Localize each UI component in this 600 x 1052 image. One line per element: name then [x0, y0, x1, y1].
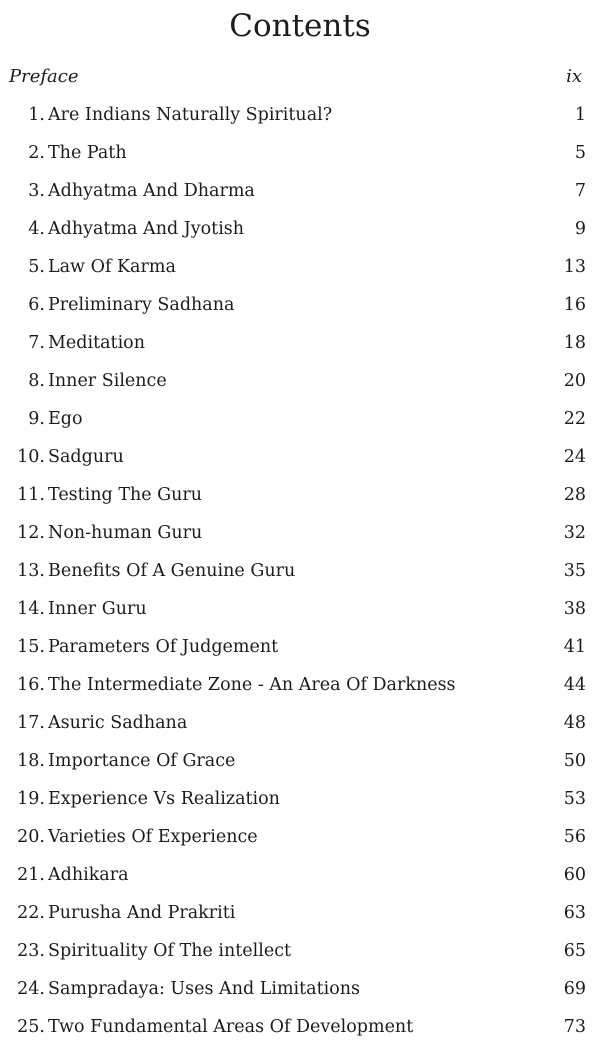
toc-entry-title: Adhyatma And Jyotish	[48, 219, 245, 239]
toc-entry-title: The Intermediate Zone - An Area Of Darkness	[48, 675, 456, 695]
toc-entry-page: 60	[563, 865, 586, 885]
toc-entry-number: 20.	[17, 827, 45, 847]
toc-entry-number: 12.	[17, 523, 45, 543]
toc-row[interactable]	[0, 368, 600, 406]
toc-entry-title: Benefits Of A Genuine Guru	[48, 561, 296, 581]
toc-entry-number: 19.	[17, 789, 45, 809]
toc-entry-number: 15.	[17, 637, 45, 657]
toc-entry-page: 16	[563, 295, 586, 315]
toc-row[interactable]	[0, 520, 600, 558]
toc-row[interactable]	[0, 406, 600, 444]
toc-entry-page: 48	[563, 713, 586, 733]
toc-entry-page: 50	[563, 751, 586, 771]
toc-row[interactable]	[0, 558, 600, 596]
toc-entry-page: 41	[563, 637, 586, 657]
toc-entry-page: 20	[563, 371, 586, 391]
toc-row[interactable]	[0, 672, 600, 710]
toc-entry-page: 32	[563, 523, 586, 543]
toc-entry-title: Parameters Of Judgement	[48, 637, 279, 657]
toc-entry-page: 13	[563, 257, 586, 277]
toc-row[interactable]	[0, 102, 600, 140]
toc-entry-page: 1	[574, 105, 586, 125]
toc-entry-title: Adhyatma And Dharma	[48, 181, 255, 201]
toc-row[interactable]	[0, 140, 600, 178]
toc-entry-number: 22.	[17, 903, 45, 923]
toc-entry-page: 9	[574, 219, 586, 239]
toc-entry-title: Are Indians Naturally Spiritual?	[48, 105, 333, 125]
toc-entry-page: 44	[563, 675, 586, 695]
toc-preface-page: ix	[566, 66, 582, 87]
toc-entry-page: 69	[563, 979, 586, 999]
toc-entry-page: 73	[563, 1017, 586, 1037]
toc-entry-number: 6.	[28, 295, 45, 315]
toc-entry-number: 16.	[17, 675, 45, 695]
toc-entry-number: 2.	[28, 143, 45, 163]
toc-entry-number: 10.	[17, 447, 45, 467]
toc-entry-number: 1.	[28, 105, 45, 125]
toc-entry-page: 22	[563, 409, 586, 429]
toc-row-preface[interactable]	[9, 64, 582, 90]
toc-row[interactable]	[0, 1014, 600, 1052]
toc-row[interactable]	[0, 900, 600, 938]
toc-row[interactable]	[0, 254, 600, 292]
toc-row[interactable]	[0, 976, 600, 1014]
toc-entry-title: Asuric Sadhana	[48, 713, 188, 733]
toc-entry-number: 4.	[28, 219, 45, 239]
toc-entry-number: 11.	[17, 485, 45, 505]
toc-entry-title: Non-human Guru	[48, 523, 203, 543]
toc-entry-page: 24	[563, 447, 586, 467]
toc-entry-number: 24.	[17, 979, 45, 999]
toc-entry-title: Spirituality Of The intellect	[48, 941, 292, 961]
toc-entry-number: 14.	[17, 599, 45, 619]
toc-entry-page: 7	[574, 181, 586, 201]
toc-entry-number: 8.	[28, 371, 45, 391]
toc-row[interactable]	[0, 178, 600, 216]
toc-row[interactable]	[0, 216, 600, 254]
toc-entry-title: Testing The Guru	[48, 485, 203, 505]
toc-preface-label: Preface	[9, 66, 79, 87]
toc-row[interactable]	[0, 292, 600, 330]
toc-entry-title: Meditation	[48, 333, 145, 353]
toc-entry-page: 65	[563, 941, 586, 961]
toc-entry-title: Adhikara	[48, 865, 129, 885]
toc-entry-page: 53	[563, 789, 586, 809]
toc-row[interactable]	[0, 710, 600, 748]
toc-entry-page: 5	[574, 143, 586, 163]
toc-row[interactable]	[0, 444, 600, 482]
toc-entry-number: 7.	[28, 333, 45, 353]
toc-entry-page: 63	[563, 903, 586, 923]
toc-entry-page: 38	[563, 599, 586, 619]
toc-entry-title: Ego	[48, 409, 83, 429]
toc-entry-page: 18	[563, 333, 586, 353]
toc-row[interactable]	[0, 330, 600, 368]
toc-entry-number: 18.	[17, 751, 45, 771]
page-title: Contents	[229, 8, 371, 44]
toc-entry-page: 28	[563, 485, 586, 505]
toc-entry-title: Law Of Karma	[48, 257, 176, 277]
toc-entry-number: 13.	[17, 561, 45, 581]
toc-list	[0, 102, 600, 1052]
toc-row[interactable]	[0, 596, 600, 634]
toc-entry-title: Inner Guru	[48, 599, 147, 619]
toc-entry-title: Purusha And Prakriti	[48, 903, 236, 923]
toc-row[interactable]	[0, 786, 600, 824]
toc-entry-number: 3.	[28, 181, 45, 201]
toc-entry-title: Inner Silence	[48, 371, 167, 391]
toc-entry-number: 25.	[17, 1017, 45, 1037]
toc-entry-title: Preliminary Sadhana	[48, 295, 235, 315]
toc-entry-title: Two Fundamental Areas Of Development	[48, 1017, 414, 1037]
toc-row[interactable]	[0, 938, 600, 976]
toc-entry-title: Sampradaya: Uses And Limitations	[48, 979, 361, 999]
toc-entry-page: 35	[563, 561, 586, 581]
toc-row[interactable]	[0, 482, 600, 520]
toc-entry-number: 21.	[17, 865, 45, 885]
toc-row[interactable]	[0, 634, 600, 672]
toc-entry-number: 17.	[17, 713, 45, 733]
toc-row[interactable]	[0, 748, 600, 786]
toc-row[interactable]	[0, 862, 600, 900]
toc-entry-page: 56	[563, 827, 586, 847]
toc-entry-title: Importance Of Grace	[48, 751, 236, 771]
toc-entry-title: Sadguru	[48, 447, 124, 467]
toc-entry-title: Varieties Of Experience	[48, 827, 258, 847]
toc-entry-number: 5.	[28, 257, 45, 277]
toc-entry-title: The Path	[48, 143, 127, 163]
toc-entry-number: 9.	[28, 409, 45, 429]
toc-entry-number: 23.	[17, 941, 45, 961]
toc-row[interactable]	[0, 824, 600, 862]
toc-entry-title: Experience Vs Realization	[48, 789, 280, 809]
